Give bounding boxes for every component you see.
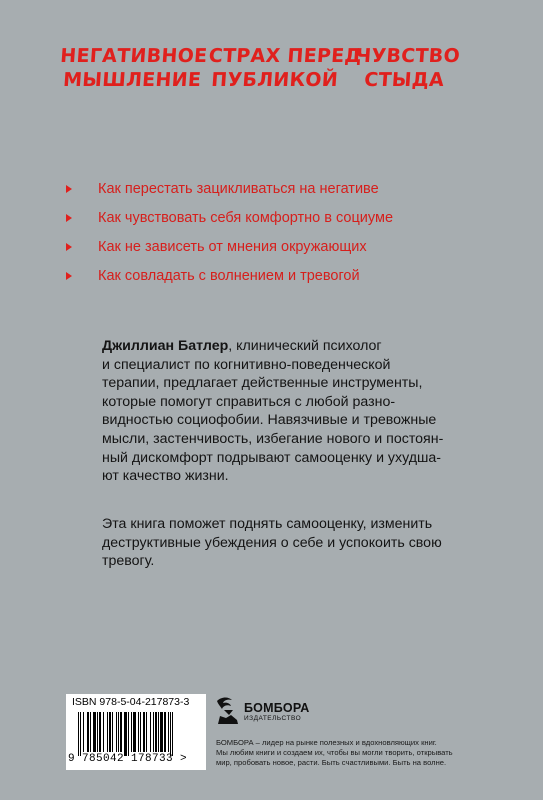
note-line: мир, пробовать новое, расти. Быть счастливыми. Быть на волне. bbox=[216, 758, 447, 767]
note-line: Мы любим книги и создаем их, чтобы вы могли творить, открывать bbox=[216, 748, 453, 757]
triangle-bullet-icon bbox=[66, 214, 72, 222]
description-line: терапии, предлагает действенные инструменты, bbox=[102, 375, 423, 392]
topic-fear-of-public bbox=[206, 44, 363, 92]
publisher-subtitle: ИЗДАТЕЛЬСТВО bbox=[244, 715, 302, 722]
barcode-icon bbox=[78, 712, 196, 756]
author-description bbox=[102, 337, 443, 486]
topic-shame bbox=[353, 44, 461, 92]
topic-line: ЧУВСТВО bbox=[355, 45, 461, 67]
author-name: Джиллиан Батлер bbox=[102, 338, 229, 354]
barcode-digits: 9 785042 178733 > bbox=[68, 753, 188, 765]
note-line: БОМБОРА – лидер на рынке полезных и вдохновляющих книг. bbox=[216, 738, 437, 747]
isbn-barcode bbox=[66, 694, 206, 770]
description-line bbox=[102, 337, 443, 356]
topic-line: ПУБЛИКОЙ bbox=[210, 69, 339, 91]
summary-line: деструктивные убеждения о себе и успокоить свою bbox=[102, 534, 442, 551]
description-line: мысли, застенчивость, избегание нового и постоян- bbox=[102, 430, 444, 447]
topic-negative-thinking bbox=[56, 44, 209, 92]
topic-line: МЫШЛЕНИЕ bbox=[62, 69, 202, 91]
bullet-text: Как не зависеть от мнения окружающих bbox=[98, 239, 367, 255]
summary-line: тревогу. bbox=[102, 553, 155, 570]
bullet-text: Как чувствовать себя комфортно в социуме bbox=[98, 210, 394, 226]
publisher-name: БОМБОРА bbox=[244, 701, 310, 715]
description-line: видностью социофобии. Навязчивые и тревожные bbox=[102, 412, 437, 429]
summary-line: Эта книга поможет поднять самооценку, изменить bbox=[102, 516, 433, 532]
topic-line: НЕГАТИВНОЕ bbox=[59, 45, 209, 67]
triangle-bullet-icon bbox=[66, 185, 72, 193]
publisher-logo bbox=[214, 692, 354, 732]
bullet-text: Как перестать зацикливаться на негативе bbox=[98, 181, 379, 197]
bombora-wave-icon bbox=[214, 694, 242, 728]
triangle-bullet-icon bbox=[66, 243, 72, 251]
triangle-bullet-icon bbox=[66, 272, 72, 280]
description-line: ют качество жизни. bbox=[102, 468, 229, 485]
topic-line: СТЫДА bbox=[363, 69, 445, 91]
description-line: и специалист по когнитивно-поведенческой bbox=[102, 356, 391, 373]
publisher-note bbox=[216, 738, 453, 768]
description-text: , клинический психолог bbox=[228, 338, 382, 354]
description-line: ный дискомфорт подрывают самооценку и ухудша- bbox=[102, 449, 442, 466]
bullet-text: Как совладать с волнением и тревогой bbox=[98, 268, 360, 284]
description-line: которые помогут справиться с любой разно- bbox=[102, 393, 396, 410]
isbn-label: ISBN 978-5-04-217873-3 bbox=[72, 696, 190, 708]
topics-row bbox=[0, 44, 543, 104]
topic-line: СТРАХ ПЕРЕД bbox=[208, 45, 363, 67]
book-summary bbox=[102, 515, 442, 571]
